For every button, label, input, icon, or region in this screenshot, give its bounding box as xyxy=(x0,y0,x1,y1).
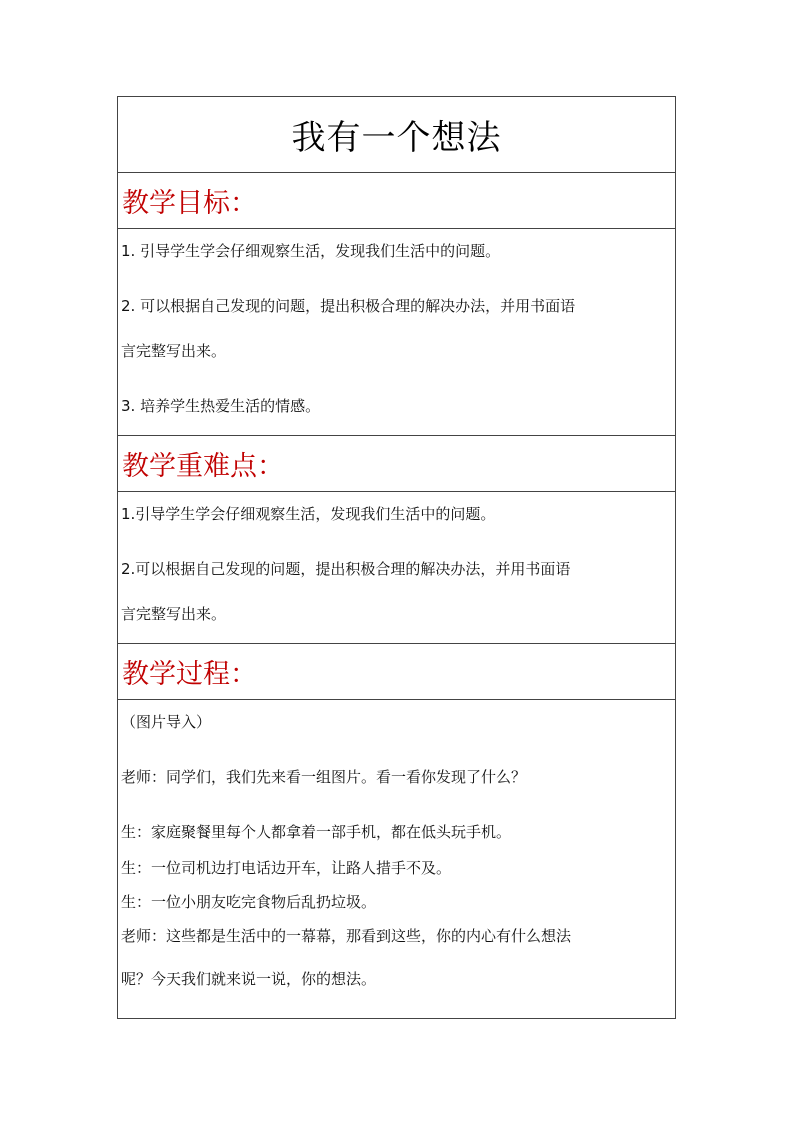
process-heading-row xyxy=(118,644,675,700)
key-point-item: 1.引导学生学会仔细观察生活，发现我们生活中的问题。 xyxy=(121,505,496,523)
process-heading: 教学过程： xyxy=(122,659,257,690)
process-line: 生：一位小朋友吃完食物后乱扔垃圾。 xyxy=(121,893,377,911)
key-points-heading: 教学重难点： xyxy=(122,451,284,482)
goal-item: 2. 可以根据自己发现的问题，提出积极合理的解决办法，并用书面语 xyxy=(121,297,576,315)
key-point-item: 2.可以根据自己发现的问题，提出积极合理的解决办法，并用书面语 xyxy=(121,560,571,578)
key-points-heading-row xyxy=(118,436,675,492)
goals-heading: 教学目标： xyxy=(122,188,257,219)
lesson-plan-table xyxy=(117,96,676,1019)
process-line: 生：家庭聚餐里每个人都拿着一部手机，都在低头玩手机。 xyxy=(121,823,512,841)
key-points-content xyxy=(118,492,675,644)
title-row xyxy=(118,97,675,173)
process-line: 呢？今天我们就来说一说，你的想法。 xyxy=(121,970,377,988)
goal-item: 1. 引导学生学会仔细观察生活，发现我们生活中的问题。 xyxy=(121,242,501,260)
process-line: 老师：这些都是生活中的一幕幕，那看到这些，你的内心有什么想法 xyxy=(121,927,572,945)
goal-item: 言完整写出来。 xyxy=(121,342,227,360)
goals-heading-row xyxy=(118,173,675,229)
process-line: 生：一位司机边打电话边开车，让路人措手不及。 xyxy=(121,859,452,877)
goal-item: 3. 培养学生热爱生活的情感。 xyxy=(121,397,321,415)
key-point-item: 言完整写出来。 xyxy=(121,605,227,623)
process-line: 老师：同学们，我们先来看一组图片。看一看你发现了什么？ xyxy=(121,768,527,786)
process-line: （图片导入） xyxy=(121,713,212,731)
process-content xyxy=(118,700,675,1018)
page-title: 我有一个想法 xyxy=(291,118,502,158)
goals-content xyxy=(118,229,675,436)
